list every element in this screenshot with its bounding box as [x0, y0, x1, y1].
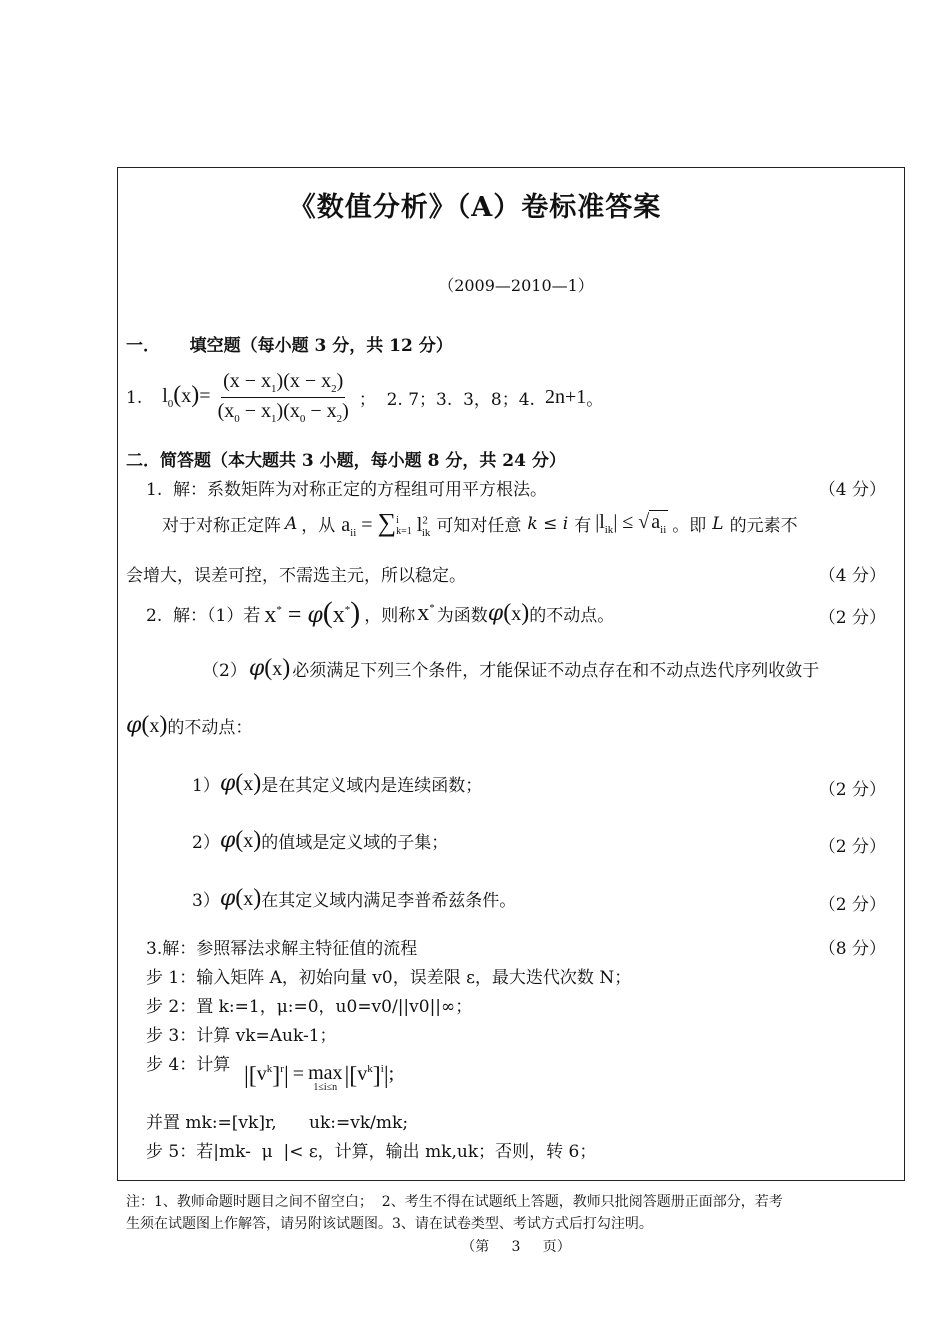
s2-q1-line3: 会增大，误差可控，不需选主元，所以稳定。	[126, 566, 466, 586]
condition-1	[192, 770, 482, 797]
text-segment: 的值域是定义域的子集；	[261, 833, 449, 853]
condition-1-score: （2 分）	[818, 780, 886, 800]
footer-note-line2: 生须在试题图上作解答，请另附该试题图。3、请在试卷类型、考试方式后打勾注明。	[126, 1216, 653, 1232]
text-segment: 2. 解：（1）若	[146, 605, 261, 626]
section1-heading: 一． 填空题（每小题 3 分，共 12 分）	[126, 336, 453, 356]
matrix-L: L	[712, 513, 724, 534]
lagrange-fraction: $\frac{(x - x_1)(x - x_2)}{(x_0 - x_1)(x_0 - x_2)}$	[217, 370, 349, 425]
phi-x: φ(x)	[126, 712, 168, 738]
q1-number: 1.	[126, 387, 143, 408]
text-segment: 的不动点。	[529, 605, 615, 626]
text-segment: 必须满足下列三个条件，才能保证不动点存在和不动点迭代序列收敛于	[292, 661, 820, 681]
s2-q1-line2	[162, 508, 798, 539]
condition-2	[192, 827, 448, 854]
s2-q2-line2	[202, 655, 819, 682]
phi-x: φ(x)	[219, 827, 262, 853]
lagrange-formula: $l_0(x)=$ $\frac{(x - x_1)(x - x_2)}{(x_0 - x_1)(x_0 - x_2)}$	[162, 370, 349, 425]
s2-q2-line1	[146, 596, 614, 630]
q1-end: 。	[586, 390, 604, 410]
x-star: x*	[417, 599, 435, 626]
text-segment: 可知对任意	[436, 516, 522, 536]
term-label: （2009—2010—1）	[438, 276, 594, 295]
text-segment: 2）	[192, 833, 220, 853]
text-segment: 在其定义域内满足李普希兹条件。	[261, 891, 517, 911]
s2-q2-line3	[126, 712, 252, 739]
condition-2-score: （2 分）	[818, 837, 886, 857]
step-4b: 并置 mk:=[vk]r, uk:=vk/mk;	[146, 1113, 409, 1133]
fixed-point-eq: x* = φ(x*)	[264, 596, 361, 629]
text-segment: 的不动点：	[167, 718, 253, 738]
phi-x: φ(x)	[219, 885, 262, 911]
s2-q2-score1: （2 分）	[818, 608, 886, 628]
step-4: 步 4：计算	[146, 1055, 231, 1075]
q1-answer4: 2n+1	[544, 386, 587, 408]
text-segment: 3）	[192, 891, 220, 911]
text-segment: 是在其定义域内是连续函数；	[261, 776, 483, 796]
text-segment: ，则称	[364, 605, 416, 626]
bound-formula: $|l_{ik}|$ ≤ √ $a_{ii}$	[595, 511, 667, 536]
text-segment: 的元素不	[729, 516, 798, 536]
text-segment: 。即	[672, 516, 707, 536]
text-segment: 有	[574, 516, 592, 536]
s2-q1-score1: （4 分）	[818, 480, 886, 500]
condition-3	[192, 885, 516, 912]
step-5: 步 5：若|mk- μ |< ε，计算，输出 mk,uk；否则，转 6；	[146, 1142, 597, 1162]
text-segment: 为函数	[436, 605, 488, 626]
text-segment: ，从	[301, 516, 336, 536]
matrix-A: A	[285, 513, 298, 534]
text-segment: 1）	[192, 776, 220, 796]
footer-note-line1: 注：1、教师命题时题目之间不留空白； 2、考生不得在试题纸上答题，教师只批阅答题册正面部分，若考	[126, 1194, 783, 1210]
s2-q3-score: （8 分）	[818, 939, 886, 959]
phi-x: φ(x)	[248, 655, 291, 681]
condition-3-score: （2 分）	[818, 895, 886, 915]
page-number: （第 3 页）	[461, 1239, 571, 1255]
section2-heading: 二．简答题（本大题共 3 小题，每小题 8 分，共 24 分）	[126, 451, 566, 471]
phi-x: φ(x)	[219, 770, 262, 796]
q1-other-answers: ； 2. 7；3. 3，8；4.	[358, 390, 535, 410]
s2-q3-line1: 3.解：参照幂法求解主特征值的流程	[146, 939, 418, 959]
page-title: 《数值分析》（A）卷标准答案	[288, 192, 662, 223]
s2-q1-score2: （4 分）	[818, 566, 886, 586]
max-norm-formula: |[ v $^k$ ] $^r$ | = max 1≤i≤n |[ v $^k$ ] $^i$ | ;	[244, 1062, 395, 1093]
step-3: 步 3：计算 vk=Auk-1；	[146, 1026, 337, 1046]
text-segment: （2）	[202, 661, 247, 681]
step-1: 步 1：输入矩阵 A，初始向量 v0，误差限 ε，最大迭代次数 N；	[146, 968, 632, 988]
step-2: 步 2：置 k:=1，μ:=0，u0=v0/||v0||∞；	[146, 997, 473, 1017]
phi-x: φ(x)	[487, 599, 530, 626]
cholesky-formula: $a_{ii}$ = ∑ i k=1 $l^2_{ik}$	[341, 508, 431, 539]
section1-q1	[126, 370, 603, 425]
k-le-i: k ≤ i	[527, 513, 569, 534]
text-segment: 对于对称正定阵	[162, 516, 281, 536]
s2-q1-line1: 1. 解：系数矩阵为对称正定的方程组可用平方根法。	[146, 480, 548, 500]
